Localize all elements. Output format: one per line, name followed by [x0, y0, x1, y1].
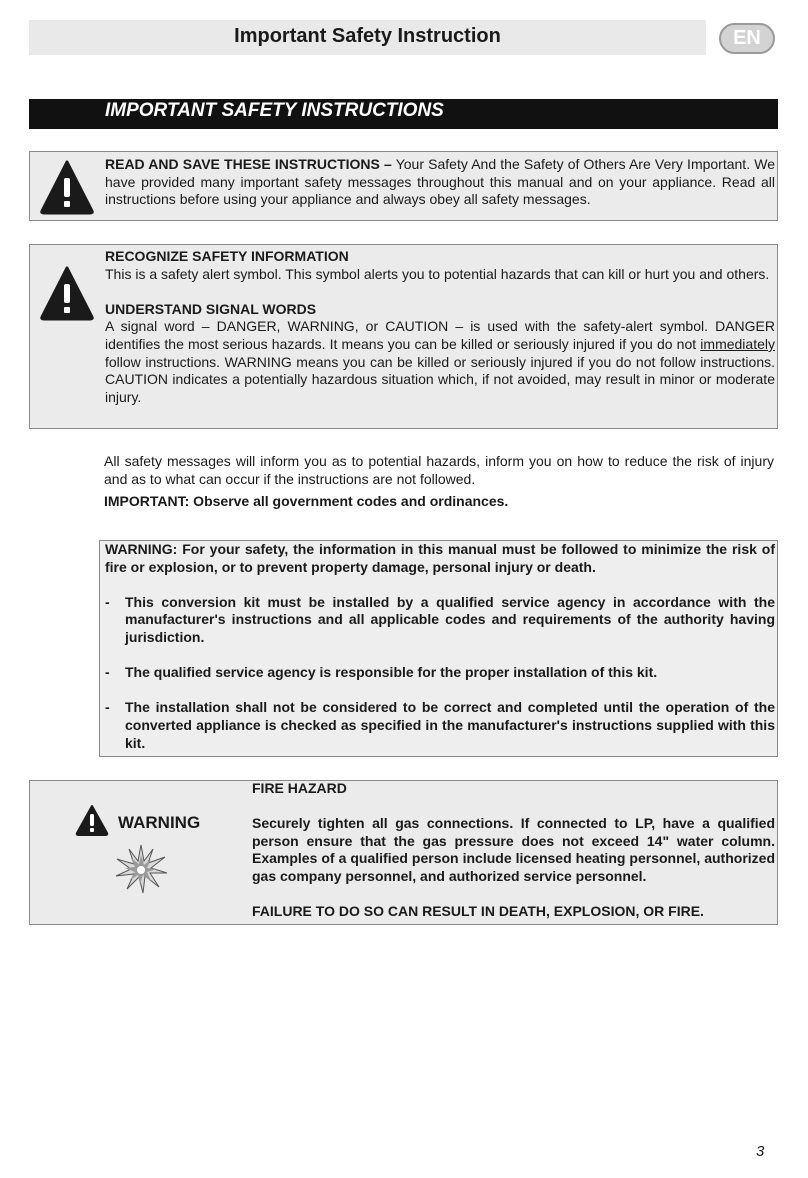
fire-hazard-final: FAILURE TO DO SO CAN RESULT IN DEATH, EXPLOSION, OR FIRE.: [252, 903, 704, 920]
read-and-save-body: Your Safety And the Safety of Others Are Very Important. We have provided many important safety messages throughout this manual and on your appliance. Read all instructions before using your appliance and always obey all safety messages.: [105, 156, 775, 208]
conversion-kit-warning-text: [105, 541, 775, 752]
language-badge: EN: [719, 23, 775, 54]
recognize-text: This is a safety alert symbol. This symbol alerts you to potential hazards that can kill or hurt you and others.: [105, 265, 770, 282]
important-codes-paragraph: IMPORTANT: Observe all government codes and ordinances.: [104, 493, 509, 509]
page-number: 3: [756, 1143, 765, 1160]
safety-information-text: [105, 248, 775, 406]
list-item-text: This conversion kit must be installed by a qualified service agency in accordance with the manufacturer's instructions and all applicable codes and requirements of the authority having jurisdiction.: [125, 593, 775, 645]
fire-hazard-box: [29, 780, 778, 925]
warning-label: WARNING: [118, 813, 201, 832]
safety-information-box: [29, 244, 778, 429]
conversion-kit-warning-box: [99, 540, 778, 757]
header-bar: [29, 20, 706, 55]
list-item: [105, 699, 775, 752]
warning-triangle-icon: [39, 264, 95, 322]
signal-words-text: [105, 318, 775, 406]
read-and-save-lead: READ AND SAVE THESE INSTRUCTIONS –: [105, 156, 392, 172]
read-and-save-text: [105, 156, 775, 209]
list-dash: -: [105, 593, 110, 610]
explosion-icon: [113, 843, 169, 895]
list-dash: -: [105, 664, 110, 681]
conversion-warning-intro: WARNING: For your safety, the information in this manual must be followed to minimize the risk of fire or explosion, or to prevent property damage, personal injury or death.: [105, 541, 775, 575]
fire-hazard-text: [252, 780, 775, 921]
signal-words-heading: UNDERSTAND SIGNAL WORDS: [105, 300, 317, 317]
page-header-title: Important Safety Instruction: [234, 25, 501, 47]
section-title-bar: [29, 99, 778, 129]
read-and-save-box: [29, 151, 778, 221]
list-item: [105, 594, 775, 647]
warning-triangle-icon: [74, 803, 110, 837]
signal-words-text-a: A signal word – DANGER, WARNING, or CAUTION – is used with the safety-alert symbol. DANGER identifies the most serious hazards. It means you can be killed or seriously injured if you do not: [105, 318, 775, 352]
fire-hazard-body: Securely tighten all gas connections. If connected to LP, have a qualified person ensure that the gas pressure does not exceed 14" water column. Examples of a qualified person include licensed heating personnel, authorized gas company personnel, and authorized service personnel.: [252, 815, 775, 884]
list-item-text: The installation shall not be considered to be correct and completed until the operation of the converted appliance is checked as specified in the manufacturer's instructions supplied with this kit.: [125, 699, 775, 751]
list-item: [105, 664, 775, 682]
recognize-heading: RECOGNIZE SAFETY INFORMATION: [105, 248, 349, 264]
signal-words-underlined: immediately: [700, 335, 775, 352]
safety-messages-paragraph: All safety messages will inform you as to potential hazards, inform you on how to reduce the risk of injury and as to what can occur if the instructions are not followed.: [104, 453, 774, 487]
section-title: IMPORTANT SAFETY INSTRUCTIONS: [105, 100, 444, 121]
list-dash: -: [105, 699, 110, 716]
warning-triangle-icon: [39, 158, 95, 216]
fire-hazard-heading: FIRE HAZARD: [252, 780, 347, 796]
signal-words-text-b: follow instructions. WARNING means you can be killed or seriously injured if you do not follow instructions. CAUTION indicates a potentially hazardous situation which, if not avoided, may result in minor or moderate injury.: [105, 353, 775, 405]
list-item-text: The qualified service agency is responsible for the proper installation of this kit.: [125, 664, 658, 681]
